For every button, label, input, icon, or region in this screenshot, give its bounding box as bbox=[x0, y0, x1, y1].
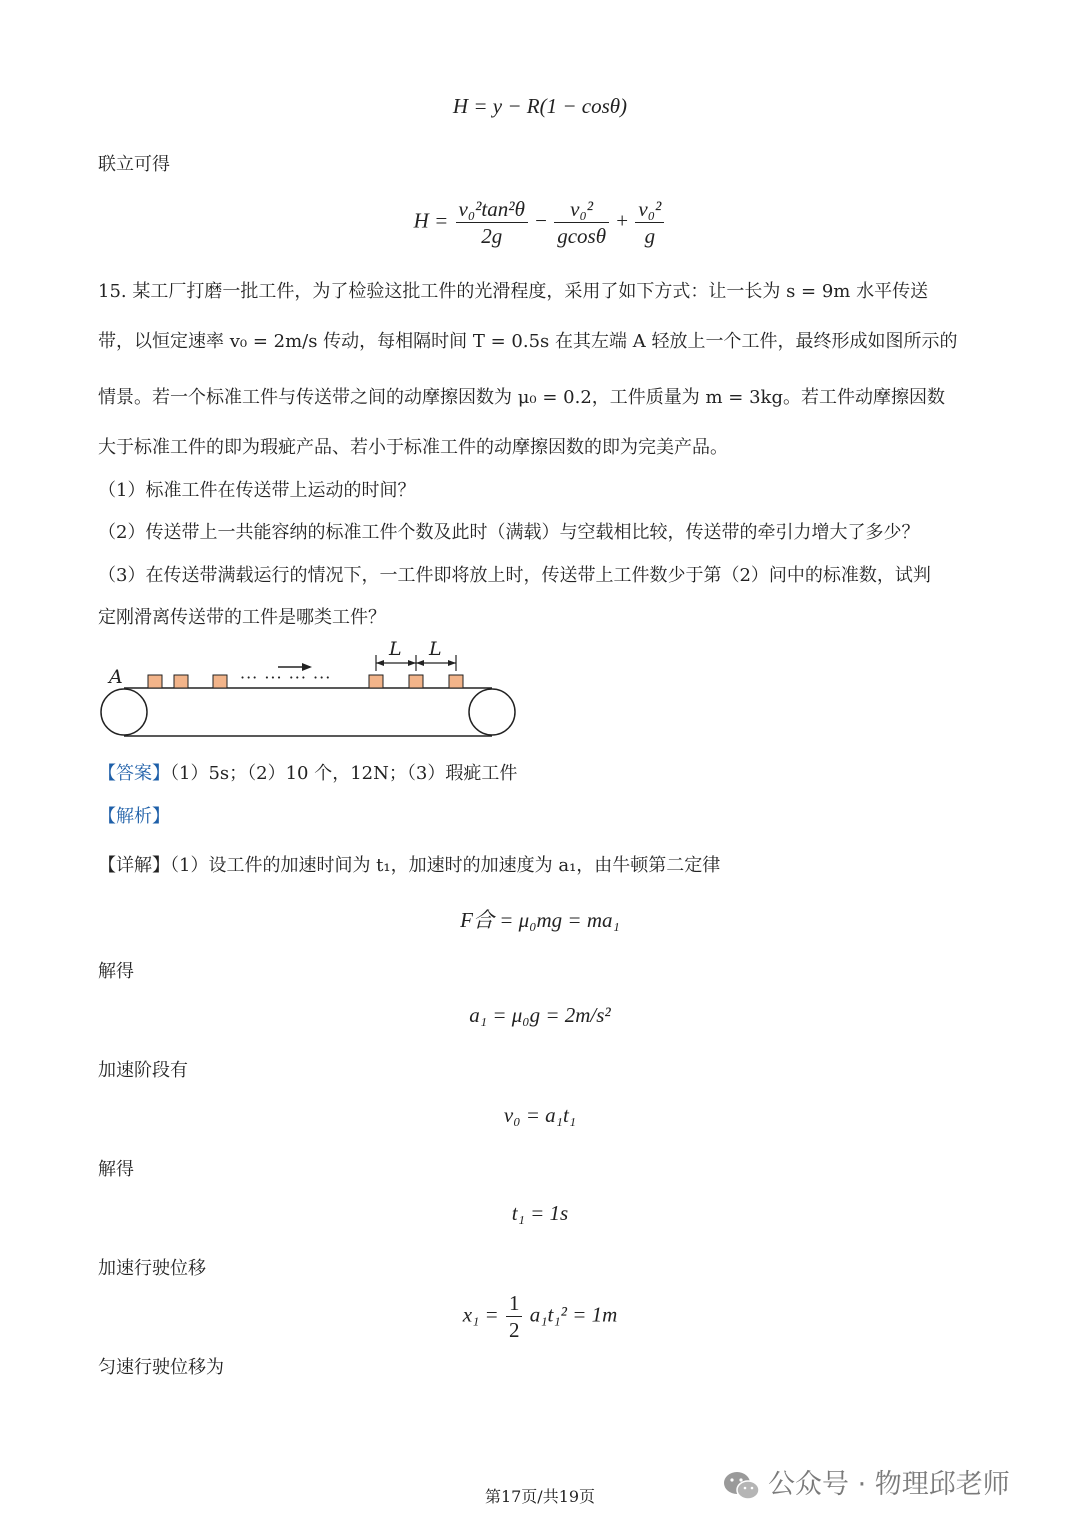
equation-acceleration: a₁ = μ₀g = 2m/s² bbox=[469, 1003, 611, 1027]
equation-h-geometry: H = y − R(1 − cosθ) bbox=[452, 94, 628, 118]
detail-tag: 【详解】 bbox=[98, 855, 170, 876]
fraction-half: $\frac{1}{2}$ bbox=[506, 1290, 523, 1344]
answer-tag: 【答案】 bbox=[98, 763, 170, 784]
detail-line bbox=[98, 851, 982, 877]
workpiece-box bbox=[409, 675, 423, 688]
label-a: A bbox=[109, 666, 123, 688]
text-jiede-2: 解得 bbox=[98, 1159, 134, 1180]
workpiece-box bbox=[148, 675, 162, 688]
question-1: （1）标准工件在传送带上运动的时间？ bbox=[98, 480, 416, 501]
workpiece-box bbox=[369, 675, 383, 688]
label-l-1: L bbox=[389, 638, 402, 660]
text-lianli: 联立可得 bbox=[98, 154, 170, 175]
detail-text: （1）设工件的加速时间为 t₁，加速时的加速度为 a₁，由牛顿第二定律 bbox=[170, 855, 721, 876]
answer-text: （1）5s；（2）10 个，12N；（3）瑕疵工件 bbox=[170, 763, 518, 784]
label-l-2: L bbox=[429, 638, 442, 660]
text-jiasu: 加速阶段有 bbox=[98, 1060, 188, 1081]
fraction-2: $\frac{\text{v₀²}}{gcos\theta}$ bbox=[554, 196, 609, 250]
problem-line-2: 带，以恒定速率 v₀ = 2m/s 传动，每相隔时间 T = 0.5s 在其左端 A 轻放上一个工件，最终形成如图所示的 bbox=[98, 331, 958, 352]
ellipsis-dots: ··· ··· ··· ··· bbox=[240, 668, 332, 687]
text-weiyi: 加速行驶位移 bbox=[98, 1258, 206, 1279]
problem-line-4: 大于标准工件的即为瑕疵产品、若小于标准工件的动摩擦因数的即为完美产品。 bbox=[98, 437, 728, 458]
conveyor-diagram bbox=[96, 638, 526, 746]
equation-time: t₁ = 1s bbox=[511, 1201, 569, 1225]
fraction-3: $\frac{\text{v₀²}}{g}$ bbox=[635, 196, 664, 250]
problem-line-3: 情景。若一个标准工件与传送带之间的动摩擦因数为 μ₀ = 0.2，工件质量为 m = 3kg。若工件动摩擦因数 bbox=[98, 387, 945, 408]
problem-line-1: 15. 某工厂打磨一批工件，为了检验这批工件的光滑程度，采用了如下方式：让一长为 s = 9m 水平传送 bbox=[98, 281, 929, 302]
watermark-text: 公众号 · 物理邱老师 bbox=[768, 1469, 1010, 1500]
fraction-1: $\frac{\text{v₀²tan²θ}}{2g}$ bbox=[456, 196, 528, 250]
equation-h-result: H = $\frac{\text{v₀²tan²θ}}{2g}$ − $\frac{\text{v₀²}}{gcos\theta}$ + $\frac{\text{v₀²}}{g}$ bbox=[0, 196, 1080, 250]
text-yunsu: 匀速行驶位移为 bbox=[98, 1357, 224, 1378]
workpiece-box bbox=[213, 675, 227, 688]
equation-velocity: v₀ = a₁t₁ bbox=[503, 1103, 577, 1127]
question-2: （2）传送带上一共能容纳的标准工件个数及此时（满载）与空载相比较，传送带的牵引力增大了多少？ bbox=[98, 522, 920, 543]
answer-line bbox=[98, 759, 982, 785]
question-3-part-a: （3）在传送带满载运行的情况下，一工件即将放上时，传送带上工件数少于第（2）问中的标准数，试判 bbox=[98, 565, 931, 586]
right-pulley bbox=[469, 689, 515, 735]
question-3-part-b: 定刚滑离传送带的工件是哪类工件？ bbox=[98, 607, 386, 628]
left-pulley bbox=[101, 689, 147, 735]
analysis-tag: 【解析】 bbox=[98, 806, 170, 827]
page-footer: 第17页/共19页 bbox=[484, 1487, 596, 1506]
equation-force: F合 = μ₀mg = ma₁ bbox=[460, 908, 620, 932]
workpiece-box bbox=[449, 675, 463, 688]
workpiece-box bbox=[174, 675, 188, 688]
text-jiede-1: 解得 bbox=[98, 961, 134, 982]
equation-displacement: x₁ = $\frac{1}{2}$ a₁t₁² = 1m bbox=[462, 1291, 618, 1343]
conveyor-figure bbox=[96, 638, 526, 746]
